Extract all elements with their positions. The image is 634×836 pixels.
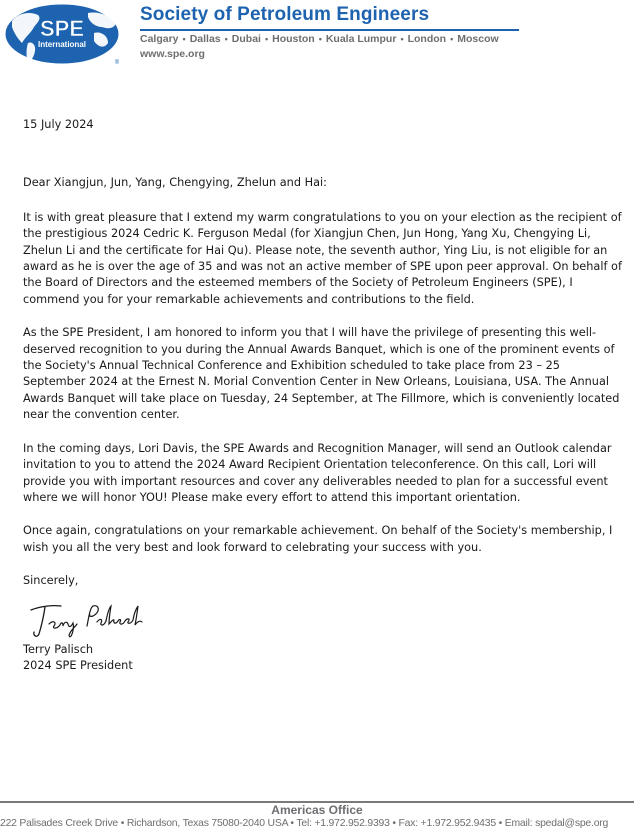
svg-text:®: ®: [114, 60, 120, 65]
paragraph: Once again, congratulations on your remarkable achievement. On behalf of the Society's membership, I wish you all the very best and look forward to celebrating your success with you.: [23, 524, 613, 554]
letter-date: 15 July 2024: [23, 118, 94, 131]
bullet-separator: •: [224, 34, 228, 44]
footer-office-name: Americas Office: [271, 803, 363, 817]
signature: [27, 600, 145, 640]
website-link[interactable]: www.spe.org: [140, 48, 205, 60]
bullet-separator: •: [182, 34, 186, 44]
letter-body: [23, 117, 623, 674]
office-city: Dubai: [231, 33, 261, 45]
bullet-separator: •: [318, 34, 322, 44]
office-city: Calgary: [140, 33, 179, 45]
spe-logo: [4, 3, 122, 65]
bullet-separator: •: [400, 34, 404, 44]
paragraph: It is with great pleasure that I extend my warm congratulations to you on your election as the recipient of the prestigious 2024 Cedric K. Ferguson Medal (for Xiangjun Chen, Jun Hong, Yang Xu, Chengying Li, Zhelun Li and the certificate for Hai Qu). Please note, the seventh author, Ying Liu, is not eligible for an award as he is over the age of 35 and was not an active member of SPE upon peer approval. On behalf of the Board of Directors and the esteemed members of the Society of Petroleum Engineers (SPE), I commend you for your remarkable achievements and contributions to the field.: [23, 210, 622, 306]
organization-name: Society of Petroleum Engineers: [140, 4, 430, 25]
signer-name: Terry Palisch: [23, 642, 94, 656]
bullet-separator: •: [264, 34, 269, 44]
bullet-separator: •: [450, 34, 454, 44]
salutation: Dear Xiangjun, Jun, Yang, Chengying, Zhelun and Hai:: [23, 176, 327, 190]
office-city: Dallas: [189, 33, 221, 45]
office-city: Kuala Lumpur: [325, 33, 397, 45]
paragraph: In the coming days, Lori Davis, the SPE Awards and Recognition Manager, will send an Outlook calendar invitation to you to attend the 2024 Award Recipient Orientation teleconference. On this call, Lori will provide you with important resources and cover any deliverables needed to plan for a successful event where we will honor YOU! Please make every effort to attend this important orientation.: [23, 441, 612, 504]
paragraph: As the SPE President, I am honored to inform you that I will have the privilege of presenting this well-deserved recognition to you during the Annual Awards Banquet, which is one of the prominent events of the Society's Annual Technical Conference and Exhibition scheduled to take place from 23 – 25 September 2024 at the Ernest N. Morial Convention Center in New Orleans, Louisiana, USA. The Annual Awards Banquet will take place on Tuesday, 24 September, at The Fillmore, which is conveniently located near the convention center.: [23, 326, 620, 422]
office-city: Moscow: [457, 33, 499, 45]
header-divider: [140, 29, 519, 31]
signer-title: 2024 SPE President: [23, 658, 133, 672]
closing: Sincerely,: [23, 574, 79, 588]
office-city: London: [407, 33, 447, 45]
office-cities: [140, 33, 499, 45]
logo-text: SPE: [39, 16, 85, 41]
office-city: Houston: [272, 33, 315, 45]
logo-subtext: International: [37, 40, 87, 49]
footer-address: 222 Palisades Creek Drive • Richardson, Texas 75080-2040 USA • Tel: +1.972.952.9393 • Fax: +1.972.952.9435 • Email: spedal@spe.org: [0, 818, 609, 829]
